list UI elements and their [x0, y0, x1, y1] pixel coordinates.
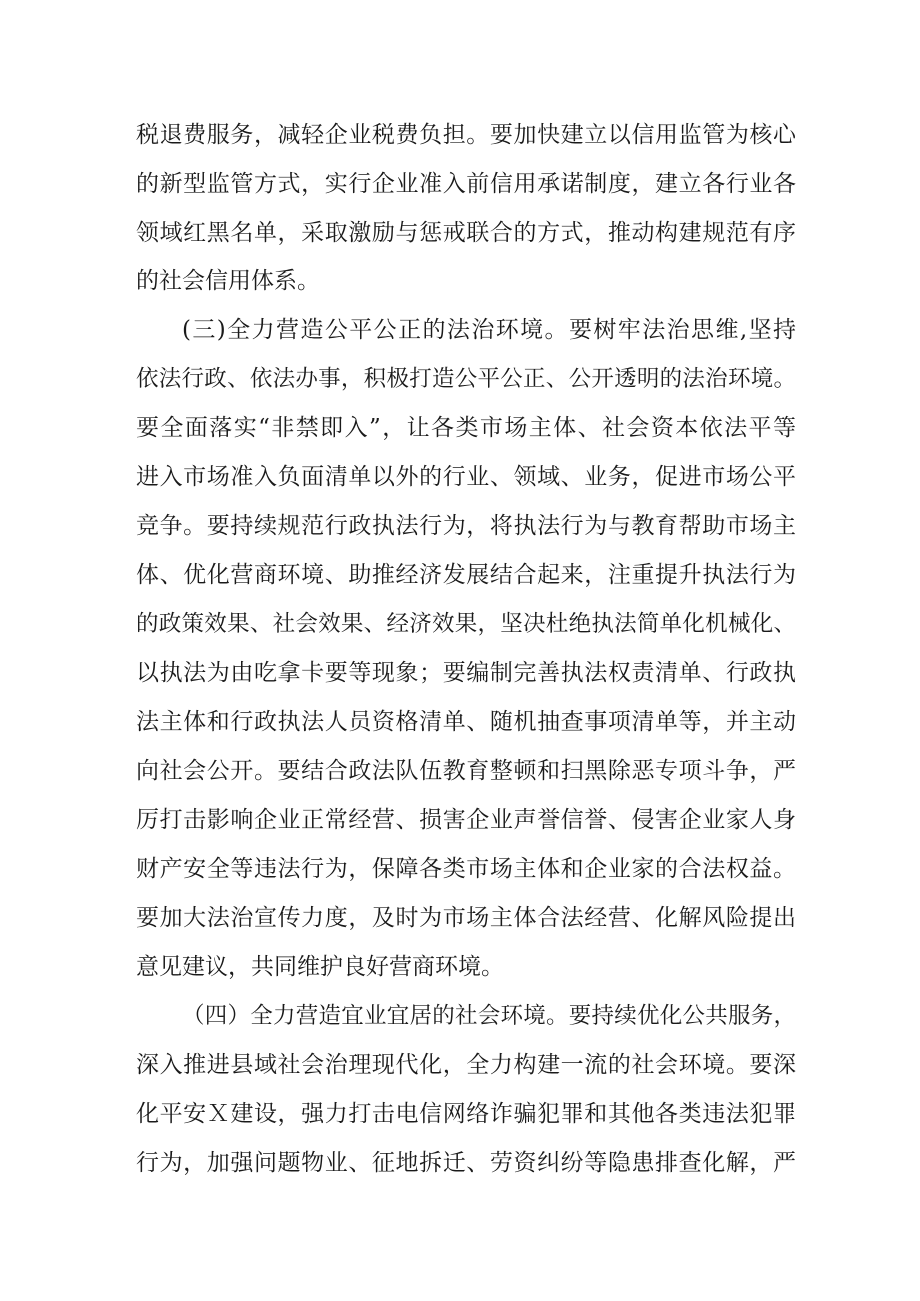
text-line: 进入市场准入负面清单以外的行业、领域、业务，促进市场公平 [136, 464, 796, 490]
text-line: 要加大法治宣传力度，及时为市场主体合法经营、化解风险提出 [136, 905, 796, 931]
text-line: （四）全力营造宜业宜居的社会环境。要持续优化公共服务， [182, 1003, 796, 1029]
text-line: 法主体和行政执法人员资格清单、随机抽查事项清单等，并主动 [136, 709, 796, 735]
text-line: 深入推进县域社会治理现代化，全力构建一流的社会环境。要深 [136, 1052, 796, 1078]
text-line: 税退费服务，减轻企业税费负担。要加快建立以信用监管为核心 [136, 122, 796, 148]
text-line: 行为，加强问题物业、征地拆迁、劳资纠纷等隐患排查化解，严 [136, 1150, 796, 1176]
text-line: 意见建议，共同维护良好营商环境。 [136, 954, 504, 980]
text-line: (三)全力营造公平公正的法治环境。要树牢法治思维,坚持 [182, 317, 796, 343]
text-line: 体、优化营商环境、助推经济发展结合起来，注重提升执法行为 [136, 562, 796, 588]
text-line: 以执法为由吃拿卡要等现象；要编制完善执法权责清单、行政执 [136, 660, 796, 686]
text-line: 向社会公开。要结合政法队伍教育整顿和扫黑除恶专项斗争，严 [136, 758, 796, 784]
text-line: 要全面落实“非禁即入”，让各类市场主体、社会资本依法平等 [136, 415, 796, 441]
text-line: 竞争。要持续规范行政执法行为，将执法行为与教育帮助市场主 [136, 513, 796, 539]
text-line: 财产安全等违法行为，保障各类市场主体和企业家的合法权益。 [136, 856, 796, 882]
text-line: 依法行政、依法办事，积极打造公平公正、公开透明的法治环境。 [136, 366, 796, 392]
text-line: 的政策效果、社会效果、经济效果，坚决杜绝执法简单化机械化、 [136, 611, 796, 637]
text-line: 的新型监管方式，实行企业准入前信用承诺制度，建立各行业各 [136, 171, 796, 197]
text-line: 厉打击影响企业正常经营、损害企业声誉信誉、侵害企业家人身 [136, 807, 796, 833]
text-line: 领域红黑名单，采取激励与惩戒联合的方式，推动构建规范有序 [136, 220, 796, 246]
text-line: 化平安Ｘ建设，强力打击电信网络诈骗犯罪和其他各类违法犯罪 [136, 1101, 796, 1127]
text-line: 的社会信用体系。 [136, 268, 320, 294]
